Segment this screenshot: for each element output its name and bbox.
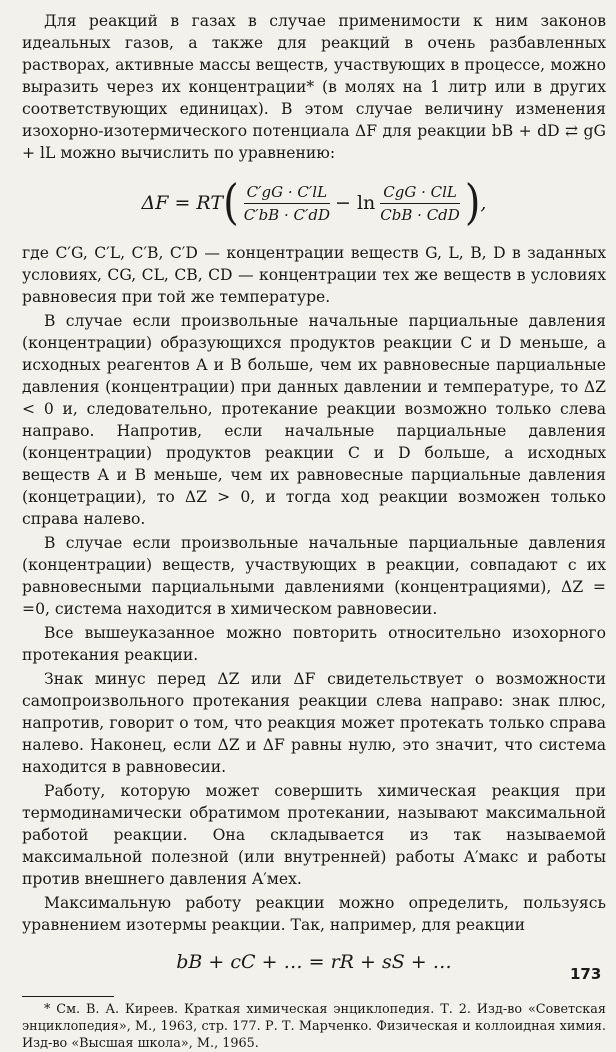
paragraph-isotherm: Максимальную работу реакции можно определить, пользуясь уравнением изотермы реакции. Так, например, для реакции bbox=[22, 894, 606, 934]
page-number: 173 bbox=[570, 965, 602, 983]
right-paren: ) bbox=[464, 175, 481, 231]
footnote: * См. В. А. Киреев. Краткая химическая энциклопедия. Т. 2. Изд-во «Советская энциклопедия», М., 1963, стр. 177. Р. Т. Марченко. Физическая и коллоидная химия. Изд-во «Высшая школа», М., 1965. bbox=[22, 1002, 606, 1051]
paragraph-delta-z-cases: В случае если произвольные начальные парциальные давления (концентрации) образующихся продуктов реакции C и D меньше, а исходных реагентов A и B больше, чем их равновесные парциальные давления (концентрации) при данных давлении и температуре, то ΔZ < 0 и, следовательно, протекание реакции возможно только слева направо. Напротив, если начальные парциальные давления (концентрации) продуктов реакции C и D больше, а исходных веществ A и B меньше, чем их равновесные парциальные давления (концетрации), то ΔZ > 0, и тогда ход реакции возможен только справа налево. bbox=[22, 312, 606, 528]
page-body bbox=[22, 10, 606, 1052]
minus-ln: − ln bbox=[335, 192, 376, 214]
footnote-rule bbox=[22, 996, 114, 997]
paragraph-isochoric: Все вышеуказанное можно повторить относительно изохорного протекания реакции. bbox=[22, 624, 606, 664]
equation-lhs: ΔF = RT bbox=[141, 192, 224, 214]
paragraph-equilibrium: В случае если произвольные начальные парциальные давления (концентрации) веществ, участвующих в реакции, совпадают с их равновесными парциальными давлениями (концентрациями), ΔZ = =0, система находится в химическом равновесии. bbox=[22, 534, 606, 618]
equation-delta-f bbox=[22, 164, 606, 242]
paragraph-sign: Знак минус перед ΔZ или ΔF свидетельствует о возможности самопроизвольного протекания реакции слева направо: знак плюс, напротив, говорит о том, что реакция может протекать только справа налево. Наконец, если ΔZ и ΔF равны нулю, это значит, что система находится в равновесии. bbox=[22, 670, 606, 776]
fraction-given-denominator: C′bB · C′dD bbox=[243, 205, 331, 224]
fraction-equilibrium bbox=[377, 183, 463, 224]
fraction-equilibrium-denominator: CbB · CdD bbox=[380, 205, 460, 224]
paragraph-definitions: где C′G, C′L, C′B, C′D — концентрации веществ G, L, B, D в заданных условиях, CG, CL, CB, CD — концентрации тех же веществ в условиях равновесия при той же температуре. bbox=[22, 244, 606, 306]
equation-tail: , bbox=[480, 192, 487, 214]
paragraph-max-work: Работу, которую может совершить химическая реакция при термодинамически обратимом протекании, называют максимальной работой реакции. Она складывается из так называемой максимальной полезной (или внутренней) работы A′макс и работы против внешнего давления A′мех. bbox=[22, 782, 606, 888]
equation-reaction: bB + cC + … = rR + sS + … bbox=[176, 951, 452, 973]
fraction-given bbox=[241, 183, 333, 224]
paragraph-intro: Для реакций в газах в случае применимости к ним законов идеальных газов, а также для реакций в очень разбавленных растворах, активные массы веществ, участвующих в процессе, можно выразить через их концентрации* (в молях на 1 литр или в других соответствующих единицах). В этом случае величину изменения изохорно-изотермического потенциала ΔF для реакции bB + dD ⇄ gG + lL можно вычислить по уравнению: bbox=[22, 12, 606, 162]
left-paren: ( bbox=[223, 175, 239, 231]
fraction-given-numerator: C′gG · C′lL bbox=[244, 183, 330, 204]
fraction-equilibrium-numerator: CgG · ClL bbox=[380, 183, 460, 204]
